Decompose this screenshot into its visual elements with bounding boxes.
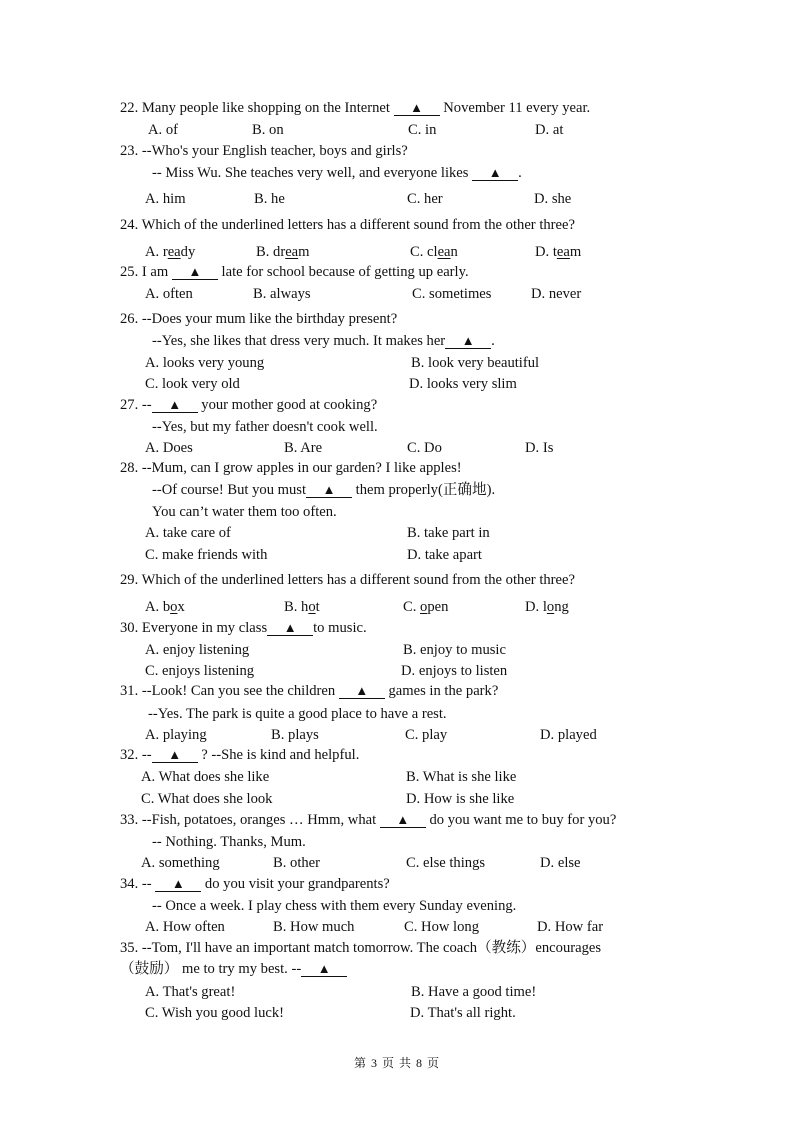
q34-option-c: C. How long bbox=[404, 919, 479, 935]
q32-option-b: B. What is she like bbox=[406, 769, 517, 785]
q25-option-b: B. always bbox=[253, 286, 311, 302]
answer-blank: ▲ bbox=[380, 812, 426, 828]
q33-line-2: -- Nothing. Thanks, Mum. bbox=[152, 834, 306, 850]
q31-option-c: C. play bbox=[405, 727, 448, 743]
q29-option-c: C. open bbox=[403, 599, 449, 615]
q28-option-a: A. take care of bbox=[145, 525, 231, 541]
q23-option-d: D. she bbox=[534, 191, 572, 207]
page-footer: 第 3 页 共 8 页 bbox=[353, 1056, 440, 1070]
q31-line-2: --Yes. The park is quite a good place to have a rest. bbox=[148, 706, 447, 722]
answer-blank: ▲ bbox=[339, 683, 385, 699]
q35-option-c: C. Wish you good luck! bbox=[145, 1005, 284, 1021]
q32-option-c: C. What does she look bbox=[141, 791, 273, 807]
q22-option-d: D. at bbox=[535, 122, 564, 138]
q24-option-c: C. clean bbox=[410, 244, 458, 260]
q29-stem: 29. Which of the underlined letters has a different sound from the other three? bbox=[120, 572, 575, 588]
q22-option-a: A. of bbox=[148, 122, 178, 138]
q24-option-d: D. team bbox=[535, 244, 582, 260]
answer-blank: ▲ bbox=[152, 747, 198, 763]
q34-option-b: B. How much bbox=[273, 919, 355, 935]
q30-option-d: D. enjoys to listen bbox=[401, 663, 508, 679]
q28-option-d: D. take apart bbox=[407, 547, 482, 563]
q34-option-a: A. How often bbox=[145, 919, 225, 935]
q23-option-a: A. him bbox=[145, 191, 186, 207]
q31-option-b: B. plays bbox=[271, 727, 319, 743]
q34-line-2: -- Once a week. I play chess with them every Sunday evening. bbox=[152, 898, 517, 914]
q26-option-a: A. looks very young bbox=[145, 355, 265, 371]
q26-option-d: D. looks very slim bbox=[409, 376, 517, 392]
q31-line-1: 31. --Look! Can you see the children ▲ games in the park? bbox=[120, 683, 499, 699]
q28-line-2: --Of course! But you must ▲ them properly(正确地). bbox=[152, 482, 496, 498]
q25-option-c: C. sometimes bbox=[412, 286, 492, 302]
q30-option-c: C. enjoys listening bbox=[145, 663, 255, 679]
q32-line-1: 32. -- ▲ ? --She is kind and helpful. bbox=[120, 747, 360, 763]
q30-option-b: B. enjoy to music bbox=[403, 642, 506, 658]
answer-blank: ▲ bbox=[306, 482, 352, 498]
q34-option-d: D. How far bbox=[537, 919, 604, 935]
q27-option-a: A. Does bbox=[145, 440, 193, 456]
q32-option-d: D. How is she like bbox=[406, 791, 515, 807]
answer-blank: ▲ bbox=[155, 876, 201, 892]
q28-option-b: B. take part in bbox=[407, 525, 490, 541]
q33-option-a: A. something bbox=[141, 855, 220, 871]
q23-line-1: 23. --Who's your English teacher, boys and girls? bbox=[120, 143, 408, 159]
q33-line-1: 33. --Fish, potatoes, oranges … Hmm, what ▲ do you want me to buy for you? bbox=[120, 812, 617, 828]
q25-option-d: D. never bbox=[531, 286, 582, 302]
q27-option-c: C. Do bbox=[407, 440, 442, 456]
q28-line-1: 28. --Mum, can I grow apples in our garden? I like apples! bbox=[120, 460, 462, 476]
answer-blank: ▲ bbox=[445, 333, 491, 349]
q31-option-d: D. played bbox=[540, 727, 597, 743]
q33-option-c: C. else things bbox=[406, 855, 486, 871]
q29-option-b: B. hot bbox=[284, 599, 320, 615]
q26-line-1: 26. --Does your mum like the birthday present? bbox=[120, 311, 398, 327]
q30-stem: 30. Everyone in my class ▲ to music. bbox=[120, 620, 367, 636]
q26-option-c: C. look very old bbox=[145, 376, 240, 392]
answer-blank: ▲ bbox=[301, 961, 347, 977]
q23-line-2: -- Miss Wu. She teaches very well, and everyone likes ▲ . bbox=[152, 165, 522, 181]
q25-stem: 25. I am ▲ late for school because of getting up early. bbox=[120, 264, 469, 280]
q24-stem: 24. Which of the underlined letters has a different sound from the other three? bbox=[120, 217, 575, 233]
q23-option-c: C. her bbox=[407, 191, 443, 207]
q25-option-a: A. often bbox=[145, 286, 193, 302]
q34-line-1: 34. -- ▲ do you visit your grandparents? bbox=[120, 876, 390, 892]
answer-blank: ▲ bbox=[394, 100, 440, 116]
q28-line-3: You can’t water them too often. bbox=[152, 504, 337, 520]
q22-stem: 22. Many people like shopping on the Internet ▲ November 11 every year. bbox=[120, 100, 591, 116]
q22-option-c: C. in bbox=[408, 122, 437, 138]
q29-option-d: D. long bbox=[525, 599, 569, 615]
q35-option-d: D. That's all right. bbox=[410, 1005, 516, 1021]
q28-option-c: C. make friends with bbox=[145, 547, 268, 563]
q33-option-d: D. else bbox=[540, 855, 581, 871]
answer-blank: ▲ bbox=[172, 264, 218, 280]
q27-line-1: 27. -- ▲ your mother good at cooking? bbox=[120, 397, 378, 413]
q27-option-d: D. Is bbox=[525, 440, 554, 456]
q26-option-b: B. look very beautiful bbox=[411, 355, 540, 371]
q35-option-b: B. Have a good time! bbox=[411, 984, 537, 1000]
q22-option-b: B. on bbox=[252, 122, 284, 138]
q24-option-a: A. ready bbox=[145, 244, 196, 260]
q35-line-1: 35. --Tom, I'll have an important match tomorrow. The coach（教练）encourages bbox=[120, 940, 602, 956]
q27-line-2: --Yes, but my father doesn't cook well. bbox=[152, 419, 378, 435]
q27-option-b: B. Are bbox=[284, 440, 323, 456]
answer-blank: ▲ bbox=[472, 165, 518, 181]
q30-option-a: A. enjoy listening bbox=[145, 642, 250, 658]
answer-blank: ▲ bbox=[267, 620, 313, 636]
q23-option-b: B. he bbox=[254, 191, 285, 207]
q26-line-2: --Yes, she likes that dress very much. It makes her ▲ . bbox=[152, 333, 495, 349]
q33-option-b: B. other bbox=[273, 855, 321, 871]
q31-option-a: A. playing bbox=[145, 727, 207, 743]
q29-option-a: A. box bbox=[145, 599, 185, 615]
answer-blank: ▲ bbox=[152, 397, 198, 413]
q32-option-a: A. What does she like bbox=[141, 769, 270, 785]
q35-option-a: A. That's great! bbox=[145, 984, 236, 1000]
q35-line-2: （鼓励） me to try my best. -- ▲ bbox=[120, 960, 347, 978]
q24-option-b: B. dream bbox=[256, 244, 310, 260]
